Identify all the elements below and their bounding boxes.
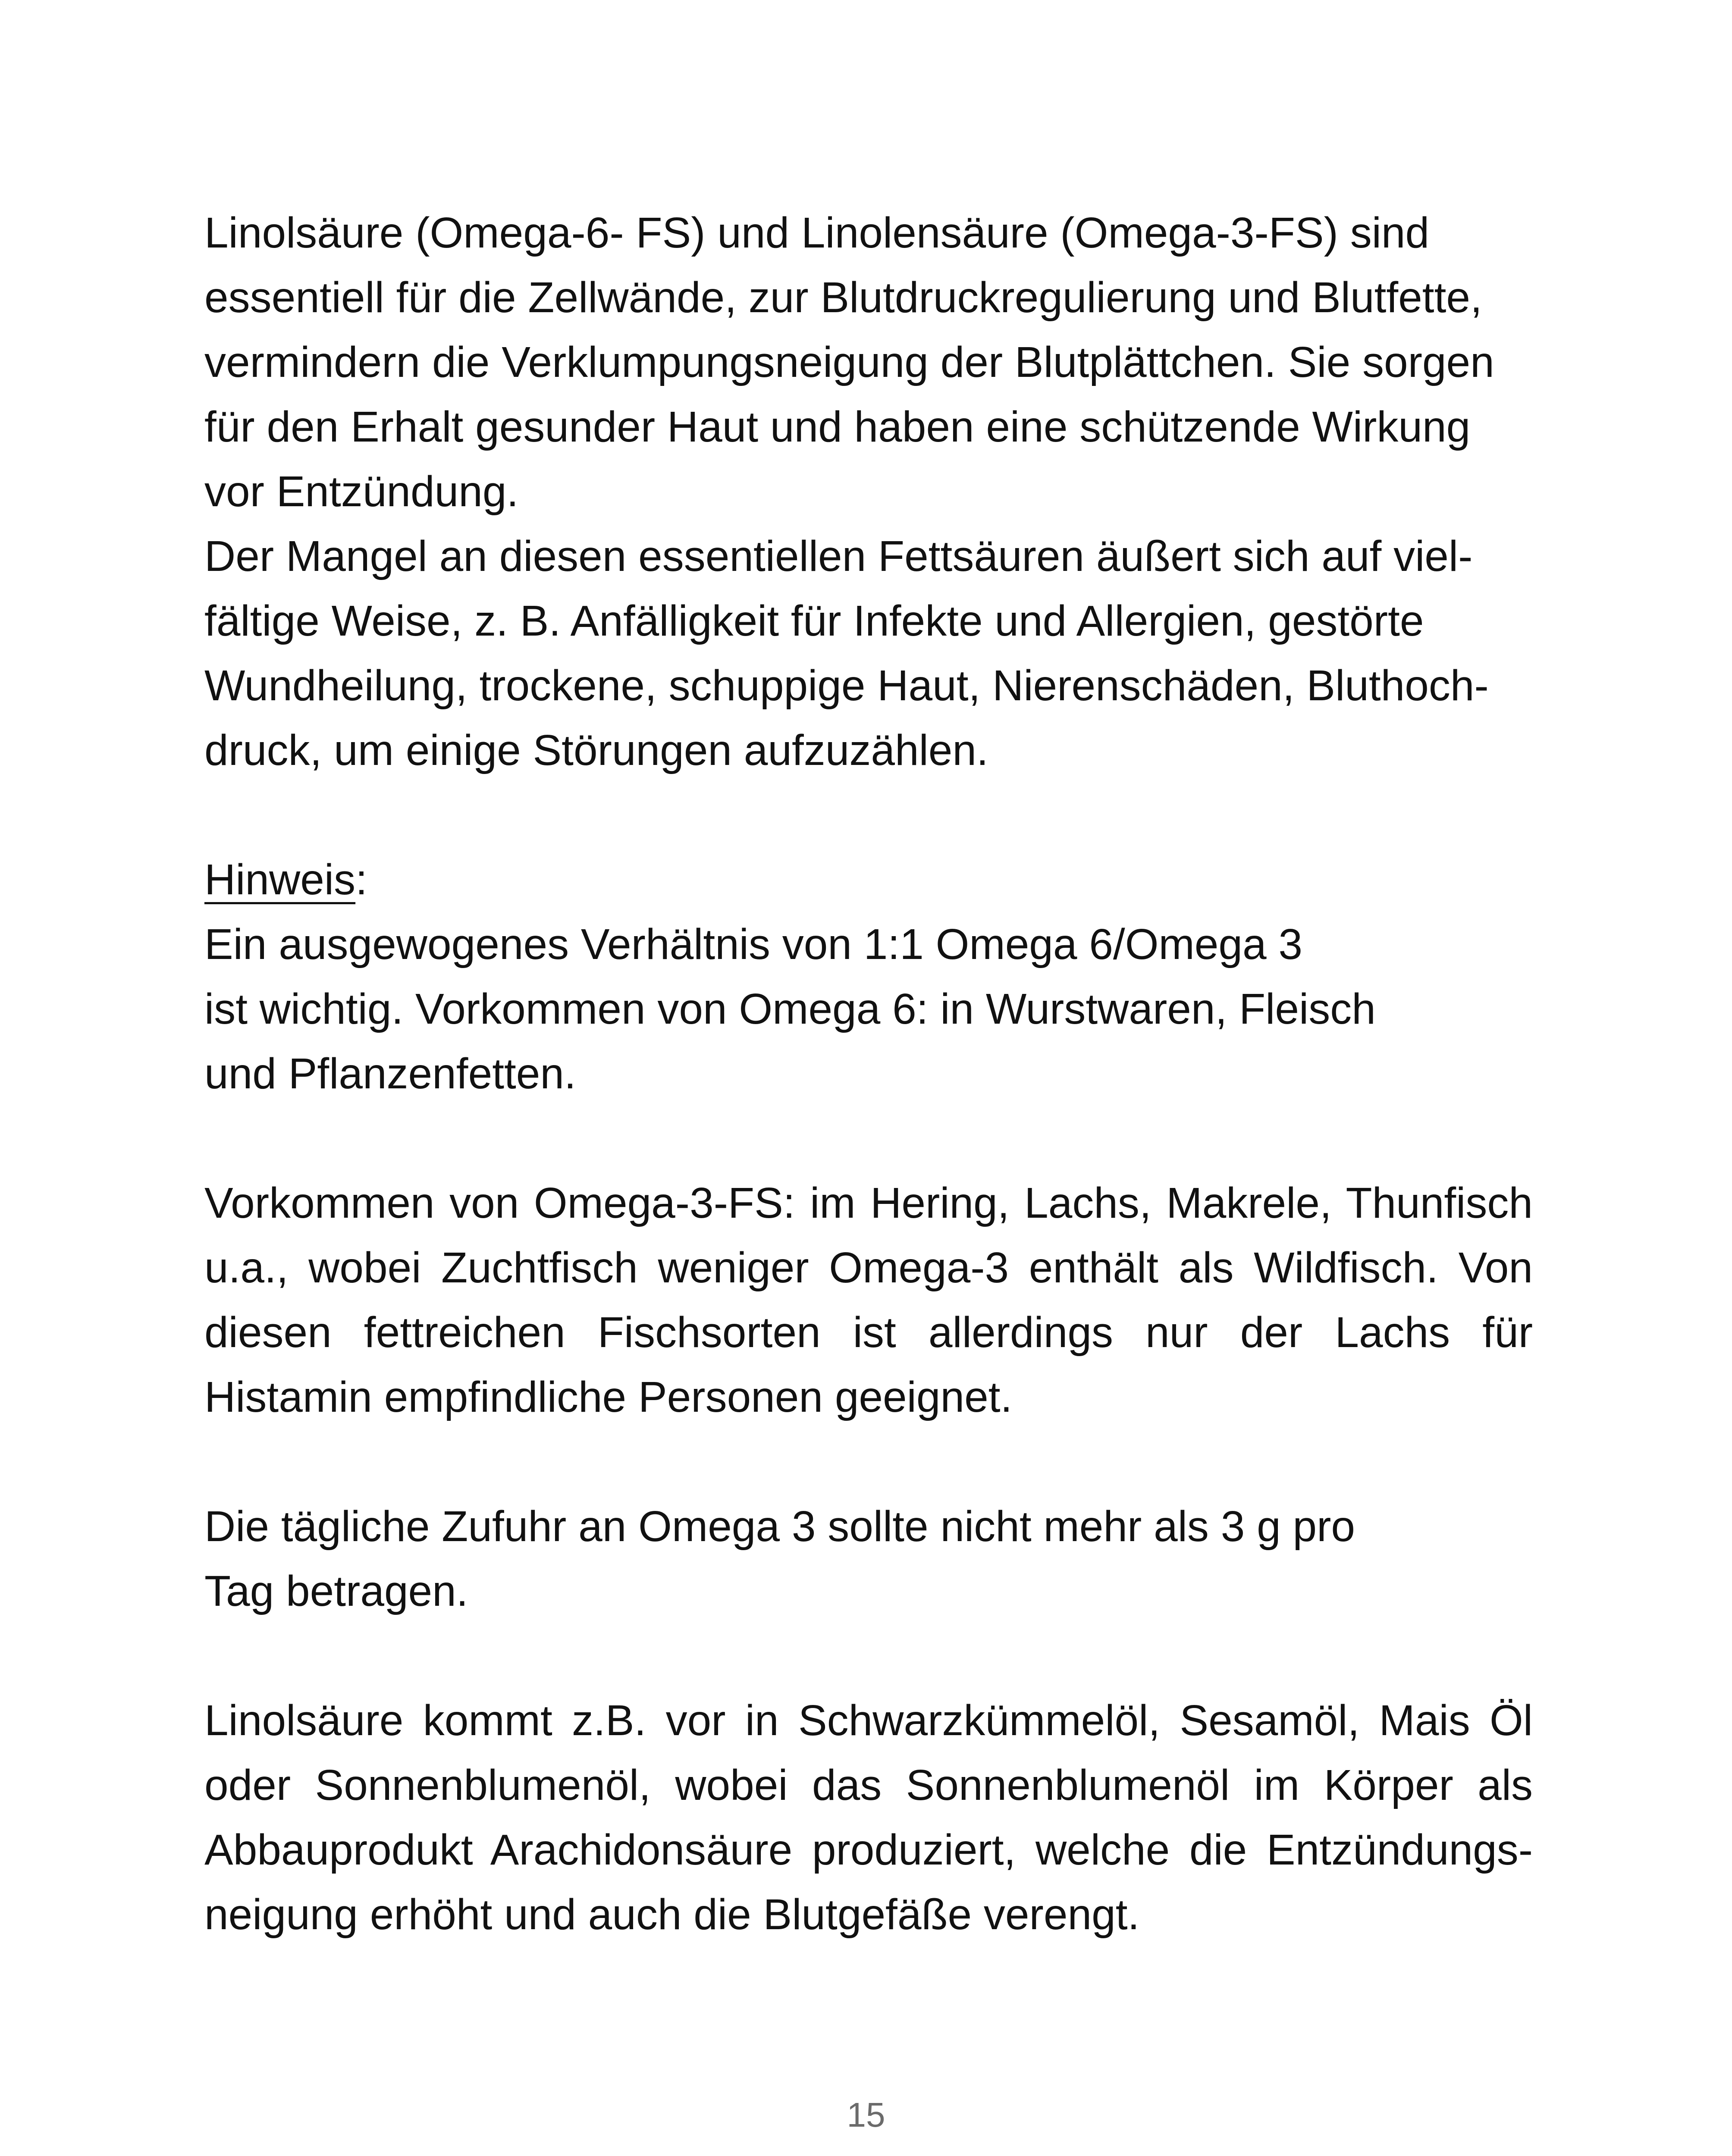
note-colon: : xyxy=(355,856,367,904)
text-line: druck, um einige Störungen aufzuzählen. xyxy=(204,726,988,774)
spacer xyxy=(204,1429,1533,1494)
spacer xyxy=(204,783,1533,847)
paragraph-essential-fatty-acids xyxy=(204,201,1533,524)
text-line: vor Entzündung. xyxy=(204,467,519,516)
text-line: Wundheilung, trockene, schuppige Haut, Nierenschäden, Bluthoch- xyxy=(204,661,1489,710)
note-label: Hinweis xyxy=(204,856,356,904)
text-line: ist wichtig. Vorkommen von Omega 6: in Wurstwaren, Fleisch xyxy=(204,985,1376,1033)
text-line: und Pflanzenfetten. xyxy=(204,1050,576,1098)
text-line: Tag betragen. xyxy=(204,1567,468,1615)
spacer xyxy=(204,1623,1533,1688)
text-line: Die tägliche Zufuhr an Omega 3 sollte nicht mehr als 3 g pro xyxy=(204,1502,1355,1551)
paragraph-omega3-sources: Vorkommen von Omega-3-FS: im Hering, Lachs, Makrele, Thunfisch u.a., wobei Zuchtfisch weniger Omega-3 enthält als Wildfisch. Von diesen fettreichen Fischsorten ist allerdings nur der Lachs für Histamin empfindliche Personen geeignet. xyxy=(204,1179,1533,1421)
page-number: 15 xyxy=(847,2096,885,2134)
spacer xyxy=(204,1106,1533,1171)
text-line: essentiell für die Zellwände, zur Blutdruckregulierung und Blutfette, xyxy=(204,273,1482,322)
paragraph-deficiency xyxy=(204,524,1533,783)
text-line: Der Mangel an diesen essentiellen Fettsäuren äußert sich auf viel- xyxy=(204,532,1473,580)
text-line: für den Erhalt gesunder Haut und haben eine schützende Wirkung xyxy=(204,403,1471,451)
paragraph-linoleic-sources: Linolsäure kommt z.B. vor in Schwarzkümmelöl, Sesamöl, Mais Öl oder Sonnenblumenöl, wobei das Sonnenblumenöl im Körper als Abbauprodukt Arachidonsäure produziert, welche die Entzündungs-neigung erhöht und auch die Blutgefäße verengt. xyxy=(204,1696,1533,1939)
note-heading xyxy=(204,847,1533,912)
note-daily-intake xyxy=(204,1494,1403,1623)
text-line: vermindern die Verklumpungsneigung der Blutplättchen. Sie sorgen xyxy=(204,338,1494,386)
page-body xyxy=(204,201,1533,1947)
note-omega-ratio xyxy=(204,912,1403,1106)
text-line: Linolsäure (Omega-6- FS) und Linolensäure (Omega-3-FS) sind xyxy=(204,209,1430,257)
text-line: fältige Weise, z. B. Anfälligkeit für Infekte und Allergien, gestörte xyxy=(204,597,1424,645)
text-line: Ein ausgewogenes Verhältnis von 1:1 Omega 6/Omega 3 xyxy=(204,920,1303,968)
